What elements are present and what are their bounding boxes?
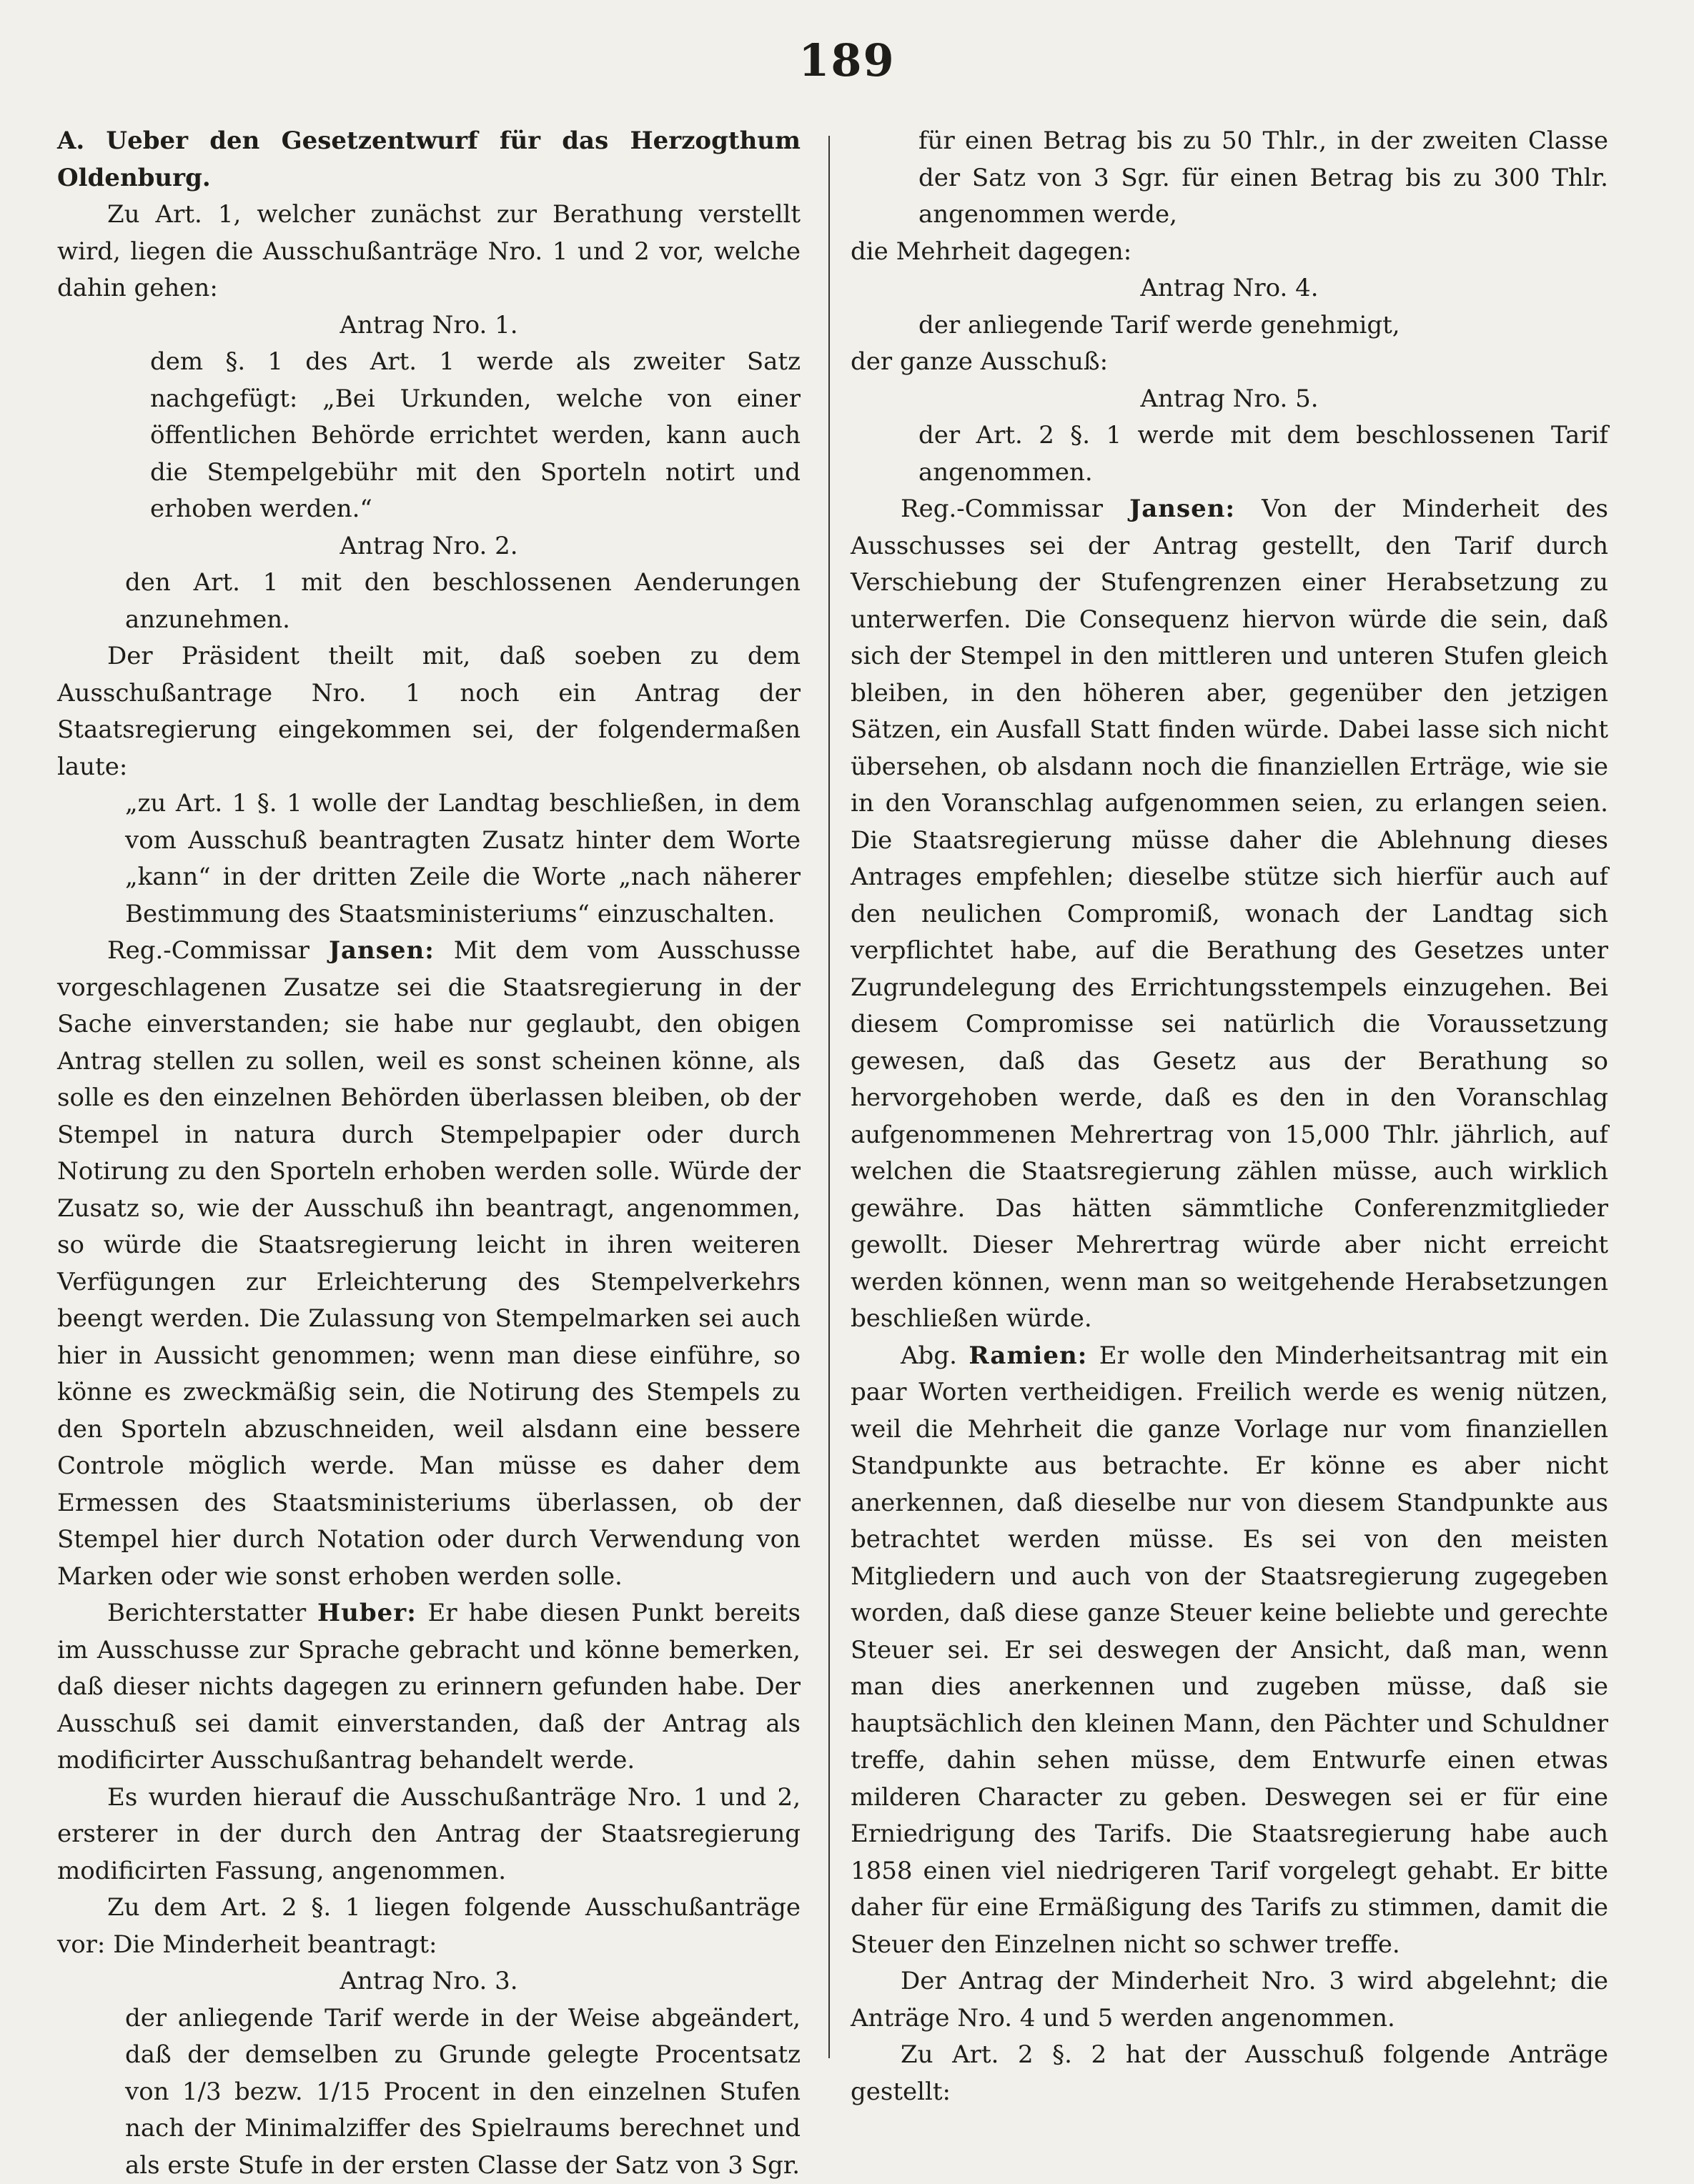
paragraph: A. Ueber den Gesetzentwurf für das Herzogthum Oldenburg. <box>57 126 801 192</box>
speaker-role: Reg.-Commissar <box>901 495 1130 523</box>
paragraph <box>57 1595 801 1780</box>
paragraph <box>851 1338 1608 1964</box>
column-divider <box>828 136 830 2058</box>
paragraph: der ganze Ausschuß: <box>851 347 1109 376</box>
paragraph: der Art. 2 §. 1 werde mit dem beschlossenen Tarif angenommen. <box>918 421 1608 487</box>
paragraph: Der Antrag der Minderheit Nro. 3 wird abgelehnt; die Anträge Nro. 4 und 5 werden angenommen. <box>851 1967 1608 2032</box>
paragraph: Der Präsident theilt mit, daß soeben zu dem Ausschußantrage Nro. 1 noch ein Antrag der Staatsregierung eingekommen sei, der folgendermaßen laute: <box>57 642 801 781</box>
paragraph: Antrag Nro. 3. <box>340 1967 518 1995</box>
paragraph: für einen Betrag bis zu 50 Thlr., in der zweiten Classe der Satz von 3 Sgr. für einen Betrag bis zu 300 Thlr. angenommen werde, <box>918 126 1608 229</box>
paragraph: Es wurden hierauf die Ausschußanträge Nro. 1 und 2, ersterer in der durch den Antrag der Staatsregierung modificirten Fassung, angenommen. <box>57 1782 801 1885</box>
paragraph-text: Er habe diesen Punkt bereits im Ausschusse zur Sprache gebracht und könne bemerken, daß dieser nichts dagegen zu erinnern gefunden habe. Der Ausschuß sei damit einverstanden, daß der Antrag als modificirter Ausschußantrag behandelt werde. <box>57 1599 801 1774</box>
speaker-name: Huber: <box>317 1599 417 1627</box>
paragraph: Zu Art. 2 §. 2 hat der Ausschuß folgende Anträge gestellt: <box>851 2040 1608 2106</box>
left-column <box>57 123 801 2184</box>
paragraph: den Art. 1 mit den beschlossenen Aenderungen anzunehmen. <box>125 568 801 634</box>
speaker-role: Reg.-Commissar <box>107 936 329 965</box>
paragraph: dem §. 1 des Art. 1 werde als zweiter Satz nachgefügt: „Bei Urkunden, welche von einer öffentlichen Behörde errichtet werden, kann auch die Stempelgebühr mit den Sporteln notirt und erhoben werden.“ <box>150 347 801 523</box>
paragraph <box>57 933 801 1595</box>
paragraph: Antrag Nro. 1. <box>340 310 518 339</box>
paragraph: die Mehrheit dagegen: <box>851 237 1132 266</box>
paragraph-text: Von der Minderheit des Ausschusses sei der Antrag gestellt, den Tarif durch Verschiebung der Stufengrenzen einer Herabsetzung zu unterwerfen. Die Consequenz hiervon würde die sein, daß sich der Stempel in den mittleren und unteren Stufen gleich bleiben, in den höheren aber, gegenüber den jetzigen Sätzen, ein Ausfall Statt finden würde. Dabei lasse sich nicht übersehen, ob alsdann noch die finanziellen Erträge, wie sie in den Voranschlag aufgenommen seien, zu erlangen seien. Die Staatsregierung müsse daher die Ablehnung dieses Antrages empfehlen; dieselbe stütze sich hierfür auch auf den neulichen Compromiß, wonach der Landtag sich verpflichtet habe, auf die Berathung des Gesetzes unter Zugrundelegung des Errichtungsstempels einzugehen. Bei diesem Compromisse sei natürlich die Voraussetzung gewesen, daß das Gesetz aus der Berathung so hervorgehoben werde, daß es den in den Voranschlag aufgenommenen Mehrertrag von 15,000 Thlr. jährlich, auf welchen die Staatsregierung zählen müsse, auch wirklich gewähre. Das hätten sämmtliche Conferenzmitglieder gewollt. Dieser Mehrertrag würde aber nicht erreicht werden können, wenn man so weitgehende Herabsetzungen beschließen würde. <box>851 495 1608 1333</box>
paragraph: Antrag Nro. 2. <box>340 531 518 560</box>
paragraph-text: Mit dem vom Ausschusse vorgeschlagenen Zusatze sei die Staatsregierung in der Sache einverstanden; sie habe nur geglaubt, den obigen Antrag stellen zu sollen, weil es sonst scheinen könne, als solle es den einzelnen Behörden überlassen bleiben, ob der Stempel in natura durch Stempelpapier oder durch Notirung zu den Sporteln erhoben werden solle. Würde der Zusatz so, wie der Ausschuß ihn beantragt, angenommen, so würde die Staatsregierung leicht in ihren weiteren Verfügungen zur Erleichterung des Stempelverkehrs beengt werden. Die Zulassung von Stempelmarken sei auch hier in Aussicht genommen; wenn man diese einführe, so könne es zweckmäßig sein, die Notirung des Stempels zu den Sporteln abzuschneiden, weil alsdann eine bessere Controle möglich werde. Man müsse es daher dem Ermessen des Staatsministeriums überlassen, ob der Stempel hier durch Notation oder durch Verwendung von Marken oder wie sonst erhoben werden solle. <box>57 936 801 1591</box>
speaker-name: Ramien: <box>969 1341 1088 1370</box>
paragraph: Antrag Nro. 5. <box>1140 384 1319 413</box>
speaker-role: Abg. <box>901 1341 969 1370</box>
speaker-name: Jansen: <box>328 936 435 965</box>
speaker-name: Jansen: <box>1129 495 1236 523</box>
paragraph: Zu Art. 1, welcher zunächst zur Berathung verstellt wird, liegen die Ausschußanträge Nro. 1 und 2 vor, welche dahin gehen: <box>57 200 801 302</box>
paragraph: „zu Art. 1 §. 1 wolle der Landtag beschließen, in dem vom Ausschuß beantragten Zusatz hinter dem Worte „kann“ in der dritten Zeile die Worte „nach näherer Bestimmung des Staatsministeriums“ einzuschalten. <box>125 789 801 928</box>
paragraph <box>851 491 1608 1338</box>
page-number: 189 <box>798 34 896 86</box>
paragraph: Zu dem Art. 2 §. 1 liegen folgende Ausschußanträge vor: Die Minderheit beantragt: <box>57 1893 801 1959</box>
paragraph: Antrag Nro. 4. <box>1140 274 1319 302</box>
right-column <box>851 123 1608 2110</box>
paragraph: der anliegende Tarif werde in der Weise abgeändert, daß der demselben zu Grunde gelegte Procentsatz von 1/3 bezw. 1/15 Procent in den einzelnen Stufen nach der Minimalziffer des Spielraums berechnet und als erste Stufe in der ersten Classe der Satz von 3 Sgr. <box>125 2003 801 2180</box>
paragraph-text: Er wolle den Minderheitsantrag mit ein paar Worten vertheidigen. Freilich werde es wenig nützen, weil die Mehrheit die ganze Vorlage nur vom finanziellen Standpunkte aus betrachte. Er könne es aber nicht anerkennen, daß dieselbe nur von diesem Standpunkte aus betrachtet werden müsse. Es sei von den meisten Mitgliedern und auch von der Staatsregierung zugegeben worden, daß diese ganze Steuer keine beliebte und gerechte Steuer sei. Er sei deswegen der Ansicht, daß man, wenn man dies anerkennen und zugeben müsse, daß sie hauptsächlich den kleinen Mann, den Pächter und Schuldner treffe, dahin sehen müsse, dem Entwurfe einen etwas milderen Character zu geben. Deswegen sei er für eine Erniedrigung des Tarifs. Die Staatsregierung habe auch 1858 einen viel niedrigeren Tarif vorgelegt gehabt. Er bitte daher für eine Ermäßigung des Tarifs zu stimmen, damit die Steuer den Einzelnen nicht so schwer treffe. <box>851 1341 1608 1959</box>
speaker-role: Berichterstatter <box>107 1599 318 1627</box>
paragraph: der anliegende Tarif werde genehmigt, <box>918 310 1400 339</box>
